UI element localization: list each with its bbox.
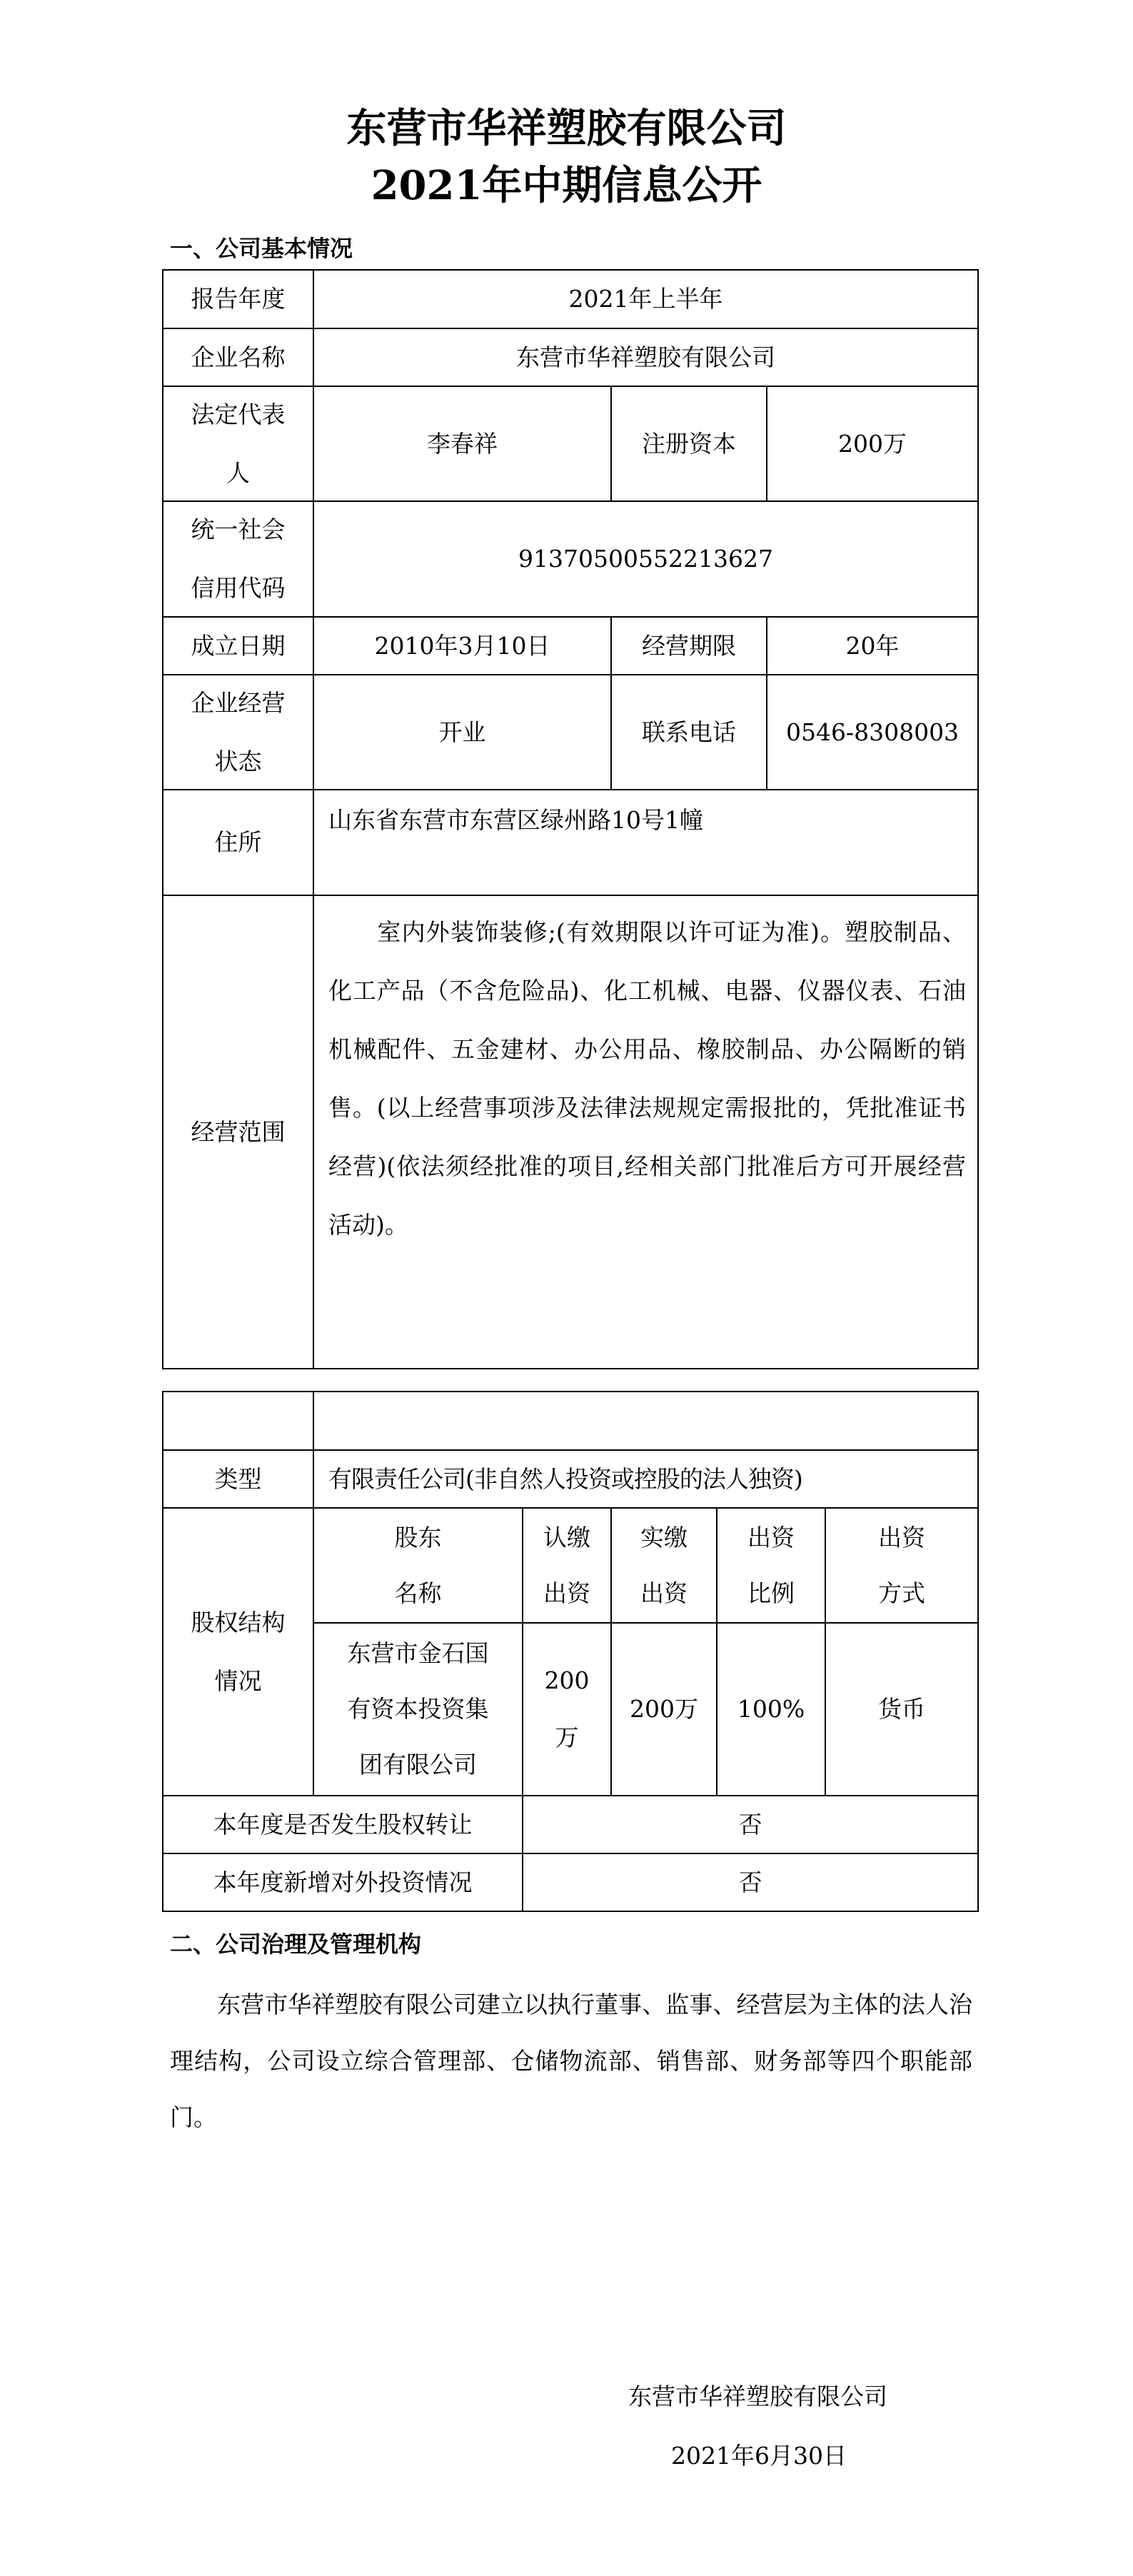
report-year-label: 报告年度 [163, 270, 313, 328]
section2-heading: 二、公司治理及管理机构 [170, 1931, 422, 1958]
column-header-subscribed [523, 1508, 611, 1623]
label-line: 人 [226, 458, 250, 487]
cell-line: 200 [544, 1666, 590, 1694]
type-value: 有限责任公司(非自然人投资或控股的法人独资) [313, 1450, 978, 1508]
shareholder-name [313, 1623, 523, 1796]
company-name-label: 企业名称 [163, 328, 313, 386]
table-row [163, 790, 978, 895]
cell-line: 万 [555, 1724, 579, 1751]
column-header-paid-in [611, 1508, 717, 1623]
header-line: 出资 [640, 1579, 688, 1607]
cell-line: 有资本投资集 [347, 1695, 489, 1723]
report-year-value: 2021年上半年 [313, 270, 978, 328]
credit-code-value: 91370500552213627 [313, 501, 978, 617]
contribution-ratio: 100% [717, 1623, 825, 1796]
table-row [163, 501, 978, 617]
operation-term-label: 经营期限 [611, 617, 767, 675]
address-value: 山东省东营市东营区绿州路10号1幢 [313, 790, 978, 895]
header-line: 方式 [878, 1579, 926, 1607]
signature-company: 东营市华祥塑胶有限公司 [628, 2383, 887, 2410]
blank-label [163, 1392, 313, 1450]
credit-code-label [163, 501, 313, 617]
new-investment-value: 否 [523, 1853, 978, 1911]
column-header-method [825, 1508, 978, 1623]
scope-label: 经营范围 [163, 895, 313, 1369]
table-row [163, 1796, 978, 1853]
label-line: 状态 [214, 747, 262, 775]
established-label: 成立日期 [163, 617, 313, 675]
label-line: 统一社会 [191, 515, 286, 543]
phone-label: 联系电话 [611, 675, 767, 790]
equity-transfer-label: 本年度是否发生股权转让 [163, 1796, 523, 1853]
operation-term-value: 20年 [767, 617, 978, 675]
status-value: 开业 [313, 675, 611, 790]
header-line: 股东 [394, 1523, 442, 1551]
header-line: 认缴 [543, 1523, 590, 1551]
label-line: 信用代码 [191, 574, 286, 602]
header-line: 实缴 [640, 1523, 688, 1551]
table-row [163, 895, 978, 1369]
registered-capital-value: 200万 [767, 386, 978, 501]
address-label: 住所 [163, 790, 313, 895]
header-line: 出资 [878, 1523, 926, 1551]
cell-line: 东营市金石国 [347, 1639, 489, 1667]
section2-paragraph: 东营市华祥塑胶有限公司建立以执行董事、监事、经营层为主体的法人治理结构，公司设立综合管理部、仓储物流部、销售部、财务部等四个职能部门。 [170, 1991, 972, 2131]
table-row [163, 1853, 978, 1911]
document-title-line2: 2021年中期信息公开 [371, 162, 762, 209]
table-row [163, 1392, 978, 1450]
subscribed-capital [523, 1623, 611, 1796]
table-row [163, 675, 978, 790]
table-row [163, 270, 978, 328]
equity-transfer-value: 否 [523, 1796, 978, 1853]
document-title-line1: 东营市华祥塑胶有限公司 [346, 105, 787, 152]
paid-in-capital: 200万 [611, 1623, 717, 1796]
column-header-ratio [717, 1508, 825, 1623]
equity-structure-label [163, 1508, 313, 1796]
equity-table [162, 1391, 979, 1912]
new-investment-label: 本年度新增对外投资情况 [163, 1853, 523, 1911]
table-row [163, 386, 978, 501]
header-line: 出资 [543, 1579, 590, 1607]
blank-value [313, 1392, 978, 1450]
label-line: 情况 [214, 1666, 262, 1695]
phone-value: 0546-8308003 [767, 675, 978, 790]
registered-capital-label: 注册资本 [611, 386, 767, 501]
legal-rep-value: 李春祥 [313, 386, 611, 501]
section1-heading: 一、公司基本情况 [170, 235, 353, 262]
established-value: 2010年3月10日 [313, 617, 611, 675]
cell-line: 团有限公司 [359, 1751, 477, 1778]
header-line: 比例 [747, 1579, 795, 1607]
basic-info-table [162, 269, 979, 1369]
label-line: 企业经营 [191, 688, 286, 717]
table-row [163, 1450, 978, 1508]
label-line: 股权结构 [191, 1608, 286, 1636]
table-header-row [163, 1508, 978, 1623]
status-label [163, 675, 313, 790]
table-row [163, 617, 978, 675]
contribution-method: 货币 [825, 1623, 978, 1796]
header-line: 出资 [747, 1523, 795, 1551]
type-label: 类型 [163, 1450, 313, 1508]
signature-date: 2021年6月30日 [671, 2442, 847, 2470]
label-line: 法定代表 [191, 400, 286, 428]
table-row [163, 328, 978, 386]
header-line: 名称 [394, 1579, 442, 1607]
company-name-value: 东营市华祥塑胶有限公司 [313, 328, 978, 386]
legal-rep-label [163, 386, 313, 501]
scope-value: 室内外装饰装修;(有效期限以许可证为准)。塑胶制品、化工产品（不含危险品)、化工机械、电器、仪器仪表、石油机械配件、五金建材、办公用品、橡胶制品、办公隔断的销售。(以上经营事项涉及法律法规规定需报批的，凭批准证书经营)(依法须经批准的项目,经相关部门批准后方可开展经营活动)。 [313, 895, 978, 1369]
column-header-shareholder [313, 1508, 523, 1623]
